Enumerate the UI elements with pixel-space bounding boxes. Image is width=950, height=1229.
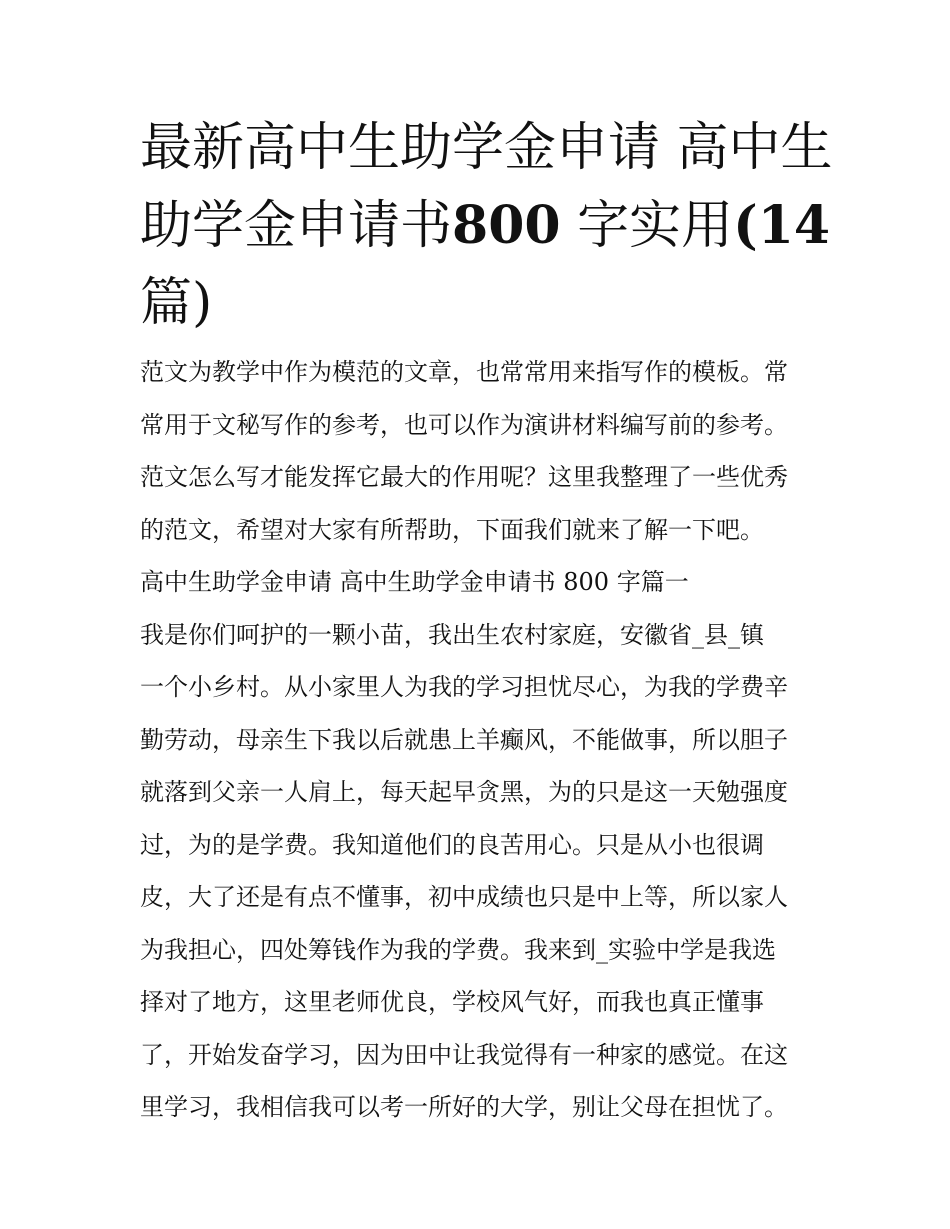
- title-segment: 助学金申请书: [140, 196, 453, 256]
- title-line-1: 最新高中生助学金申请 高中生: [140, 118, 833, 178]
- title-line-3: 篇): [140, 273, 213, 333]
- document-page: [140, 110, 833, 1134]
- body-line: 勤劳动，母亲生下我以后就患上羊癫风，不能做事，所以胆子: [140, 725, 788, 754]
- body-line: 为我担心，四处筹钱作为我的学费。我来到_实验中学是我选: [140, 935, 776, 964]
- title-segment: 字实用: [577, 196, 734, 256]
- body-line: 里学习，我相信我可以考一所好的大学，别让父母在担忧了。: [140, 1093, 788, 1121]
- intro-paragraph: [140, 346, 812, 556]
- body-line: 我是你们呵护的一颗小苗，我出生农村家庭，安徽省_县_镇: [140, 620, 764, 649]
- section-heading: 高中生助学金申请 高中生助学金申请书 800 字篇一: [140, 568, 689, 596]
- intro-line: 的范文，希望对大家有所帮助，下面我们就来了解一下吧。: [140, 515, 764, 544]
- title-count: (14: [733, 195, 831, 256]
- body-line: 就落到父亲一人肩上，每天起早贪黑，为的只是这一天勉强度: [140, 778, 788, 806]
- body-paragraph: [140, 609, 812, 1134]
- body-line: 皮，大了还是有点不懂事，初中成绩也只是中上等，所以家人: [140, 883, 788, 911]
- intro-line: 范文怎么写才能发挥它最大的作用呢？这里我整理了一些优秀: [140, 463, 788, 491]
- intro-line: 范文为教学中作为模范的文章，也常常用来指写作的模板。常: [140, 358, 788, 386]
- body-line: 了，开始发奋学习，因为田中让我觉得有一种家的感觉。在这: [140, 1040, 788, 1069]
- intro-line: 常用于文秘写作的参考，也可以作为演讲材料编写前的参考。: [140, 410, 788, 439]
- title-number: 800: [452, 195, 561, 256]
- body-line: 一个小乡村。从小家里人为我的学习担忧尽心，为我的学费辛: [140, 673, 788, 701]
- title-line-2: [140, 187, 831, 265]
- document-title: [140, 110, 833, 342]
- body-line: 过，为的是学费。我知道他们的良苦用心。只是从小也很调: [140, 830, 764, 859]
- body-line: 择对了地方，这里老师优良，学校风气好，而我也真正懂事: [140, 988, 764, 1016]
